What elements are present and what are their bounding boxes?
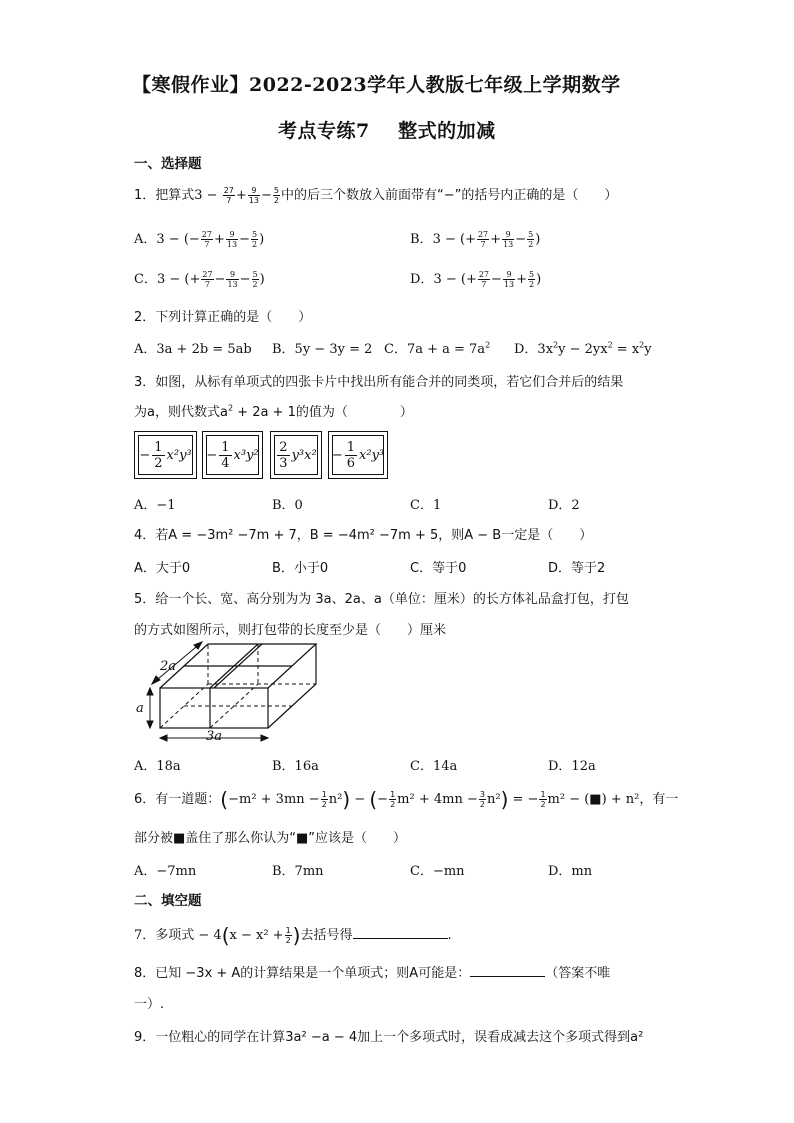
question-2-stem: 2．下列计算正确的是（ ） <box>134 310 312 325</box>
question-3-option-d[interactable]: D．2 <box>548 498 580 513</box>
question-4-option-b[interactable]: B．小于0 <box>272 561 329 576</box>
monomial-card-2: − $\frac{1}{4}$ x³y² <box>202 431 263 479</box>
question-3-option-c[interactable]: C．1 <box>410 498 442 513</box>
question-6-option-c[interactable]: C．−mn <box>410 864 465 879</box>
question-5-stem-line1: 5．给一个长、宽、高分别为为 3a、2a、a（单位：厘米）的长方体礼品盒打包，打包 <box>134 592 629 607</box>
question-2-option-d[interactable]: D．$3x^2y - 2yx^2 = x^2y$ <box>514 340 652 357</box>
gift-box-diagram <box>130 640 330 746</box>
question-4-stem: 4．若A = −3m² −7m + 7，B = −4m² −7m + 5，则A − B一定是（ ） <box>134 528 593 543</box>
question-1-option-c[interactable]: C．3 − (+ $\frac{27}{7}$ − $\frac{9}{13}$ − $\frac{5}{2}$ ) <box>134 270 265 289</box>
question-6-stem-line2: 部分被■盖住了那么你认为“■”应该是（ ） <box>134 831 407 846</box>
question-7-stem: 7．多项式 − 4(x − x² + $\frac{1}{2}$ )去括号得 . <box>134 923 452 948</box>
monomial-card-1: − $\frac{1}{2}$ x²y³ <box>134 431 197 479</box>
page-title-line1: 【寒假作业】2022-2023学年人教版七年级上学期数学 <box>132 74 621 96</box>
section-heading-fill: 二、填空题 <box>134 893 202 909</box>
question-6-stem-line1: 6．有一道题：(−m² + 3mn − $\frac{1}{2}$ n²) − (− $\frac{1}{2}$ m² + 4mn − $\frac{3}{2}$ n²) = − $\frac{1}{2}$ m² − (■) + n²，有一 <box>134 787 679 812</box>
question-2-option-a[interactable]: A．3a + 2b = 5ab <box>134 342 252 357</box>
question-4-option-d[interactable]: D．等于2 <box>548 561 606 576</box>
question-3-stem-line1: 3．如图，从标有单项式的四张卡片中找出所有能合并的同类项，若它们合并后的结果 <box>134 375 624 390</box>
page-title-line2: 考点专练7 整式的加减 <box>278 120 496 142</box>
question-3-option-b[interactable]: B．0 <box>272 498 303 513</box>
question-3-option-a[interactable]: A．−1 <box>134 498 176 513</box>
question-1-option-a[interactable]: A．3 − (− $\frac{27}{7}$ + $\frac{9}{13}$ − $\frac{5}{2}$ ) <box>134 230 265 249</box>
label-height: a <box>136 701 144 716</box>
question-5-option-b[interactable]: B．16a <box>272 759 319 774</box>
label-length: 3a <box>206 729 223 744</box>
answer-blank-8[interactable] <box>470 963 545 977</box>
section-heading-choice: 一、选择题 <box>134 156 202 172</box>
answer-blank-7[interactable] <box>353 925 448 939</box>
question-5-option-c[interactable]: C．14a <box>410 759 458 774</box>
question-5-option-d[interactable]: D．12a <box>548 759 596 774</box>
question-6-option-b[interactable]: B．7mn <box>272 864 324 879</box>
question-1-stem: 1．把算式3 − $\frac{27}{7}$ + $\frac{9}{13}$ − $\frac{5}{2}$ 中的后三个数放入前面带有“−”的括号内正确的是（ ） <box>134 186 618 205</box>
question-8-stem-line2: 一）. <box>134 997 165 1012</box>
question-9-stem-line1: 9．一位粗心的同学在计算3a² −a − 4加上一个多项式时，误看成减去这个多项式得到a² <box>134 1030 644 1045</box>
question-4-option-a[interactable]: A．大于0 <box>134 561 191 576</box>
question-1-option-d[interactable]: D．3 − (+ $\frac{27}{7}$ − $\frac{9}{13}$ + $\frac{5}{2}$ ) <box>410 270 542 289</box>
question-1-option-b[interactable]: B．3 − (+ $\frac{27}{7}$ + $\frac{9}{13}$ − $\frac{5}{2}$ ) <box>410 230 541 249</box>
question-5-stem-line2: 的方式如图所示，则打包带的长度至少是（ ）厘米 <box>134 623 447 638</box>
monomial-card-4: − $\frac{1}{6}$ x²y³ <box>328 431 388 479</box>
question-5-option-a[interactable]: A．18a <box>134 759 181 774</box>
question-4-option-c[interactable]: C．等于0 <box>410 561 467 576</box>
question-3-stem-line2: 为a，则代数式$a^2 + 2a + 1$的值为（ ） <box>134 403 413 420</box>
question-2-option-b[interactable]: B．5y − 3y = 2 <box>272 342 373 357</box>
label-width: 2a <box>160 659 177 674</box>
question-6-option-a[interactable]: A．−7mn <box>134 864 197 879</box>
question-8-stem-line1: 8．已知 −3x + A的计算结果是一个单项式；则A可能是： （答案不唯 <box>134 962 610 981</box>
question-6-option-d[interactable]: D．mn <box>548 864 593 879</box>
monomial-card-3: 2 3 y³x² <box>270 431 322 479</box>
question-2-option-c[interactable]: C．$7a + a = 7a^2$ <box>384 340 491 357</box>
